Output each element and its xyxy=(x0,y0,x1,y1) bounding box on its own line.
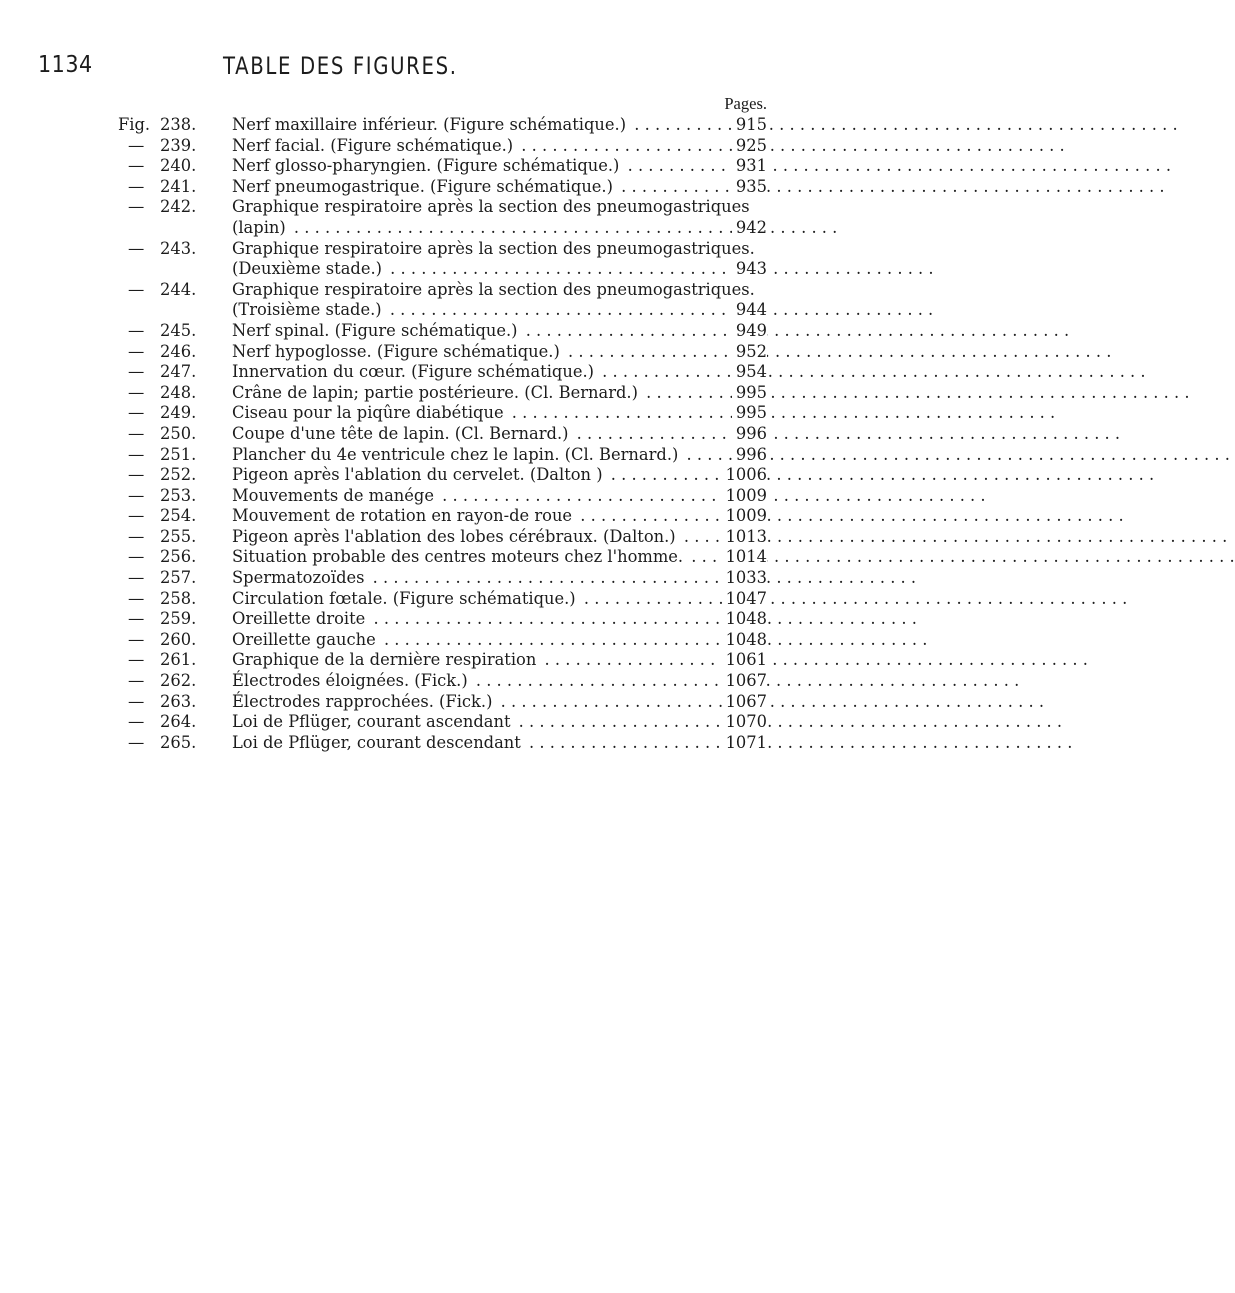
figure-title xyxy=(232,177,701,198)
page-header xyxy=(0,0,801,90)
figure-title-text: Nerf facial. (Figure schématique.) xyxy=(232,136,516,155)
figure-entry xyxy=(0,692,801,713)
figure-title xyxy=(232,692,701,713)
figure-title xyxy=(232,342,701,363)
figure-number: 260. xyxy=(160,629,197,649)
figure-entry xyxy=(0,424,801,445)
page-reference: 1061 xyxy=(722,650,767,671)
page-reference: 949 xyxy=(732,321,767,342)
page-reference: 954 xyxy=(732,362,767,383)
entry-prefix: — xyxy=(128,403,145,423)
figure-title-text: Pigeon après l'ablation des lobes cérébraux. (Dalton.) xyxy=(232,527,679,546)
page-reference: 1067 xyxy=(722,692,767,713)
figure-number: 242. xyxy=(160,197,197,217)
figure-title-text: Mouvements de manége xyxy=(232,486,437,505)
figure-title xyxy=(232,424,701,445)
figure-title-text: Ciseau pour la piqûre diabétique xyxy=(232,403,507,422)
entry-prefix: — xyxy=(128,588,145,608)
page-reference: 1071 xyxy=(722,733,767,754)
figure-number: 258. xyxy=(160,588,197,608)
entry-prefix: — xyxy=(128,362,145,382)
figure-title xyxy=(232,136,701,157)
figure-title-text: Crâne de lapin; partie postérieure. (Cl. Bernard.) xyxy=(232,383,641,402)
figure-number: 244. xyxy=(160,279,197,299)
figure-entry-continuation xyxy=(0,218,801,239)
figure-title-text: (Deuxième stade.) xyxy=(232,259,385,278)
figure-number: 239. xyxy=(160,135,197,155)
figure-title xyxy=(232,197,750,218)
entry-prefix: — xyxy=(128,650,145,670)
entry-prefix: Fig. xyxy=(118,115,151,134)
figure-entry xyxy=(0,486,801,507)
entry-prefix: — xyxy=(128,382,145,402)
figure-title-text: Nerf pneumogastrique. (Figure schématique.) xyxy=(232,177,616,196)
page-reference: 1033 xyxy=(722,568,767,589)
entry-prefix: — xyxy=(128,526,145,546)
page-reference: 995 xyxy=(732,403,767,424)
figure-number: 251. xyxy=(160,444,197,464)
figure-number: 259. xyxy=(160,609,197,629)
figure-title xyxy=(232,279,755,301)
page-reference: 1013 xyxy=(722,527,767,548)
figure-title-text: Oreillette droite xyxy=(232,609,368,628)
figure-title xyxy=(232,362,701,383)
figure-number: 252. xyxy=(160,465,197,485)
entry-prefix: — xyxy=(128,732,145,752)
figure-title-text: Nerf maxillaire inférieur. (Figure schématique.) xyxy=(232,115,629,134)
figure-number: 246. xyxy=(160,341,197,361)
figure-title-text: Graphique de la dernière respiration xyxy=(232,650,539,669)
figure-number: 248. xyxy=(160,382,197,402)
figure-entry xyxy=(0,197,801,218)
entry-prefix: — xyxy=(128,341,145,361)
page-reference: 1048 xyxy=(722,609,767,630)
entry-prefix: — xyxy=(128,135,145,155)
figure-entry xyxy=(0,136,801,157)
page-reference: 1009 xyxy=(722,486,767,507)
figure-title-text: Circulation fœtale. (Figure schématique.) xyxy=(232,589,579,608)
figure-entry xyxy=(0,383,801,404)
entry-prefix: — xyxy=(128,547,145,567)
figure-title xyxy=(232,403,701,424)
page-reference: 1009 xyxy=(722,506,767,527)
figure-number: 261. xyxy=(160,650,197,670)
figure-title-text: Graphique respiratoire après la section des pneumogastriques xyxy=(232,197,753,216)
figure-title xyxy=(232,445,701,466)
figure-title-text: Innervation du cœur. (Figure schématique.) xyxy=(232,362,597,381)
entry-prefix: — xyxy=(128,423,145,443)
entry-prefix: — xyxy=(128,691,145,711)
entry-prefix: — xyxy=(128,197,145,217)
figure-number: 250. xyxy=(160,423,197,443)
figure-entry xyxy=(0,115,801,136)
figure-title-text: Graphique respiratoire après la section des pneumogastriques. xyxy=(232,280,758,299)
figure-number: 257. xyxy=(160,568,197,588)
figure-entry xyxy=(0,239,801,260)
entry-prefix: — xyxy=(128,568,145,588)
entry-prefix: — xyxy=(128,629,145,649)
figure-number: 241. xyxy=(160,176,197,196)
page-reference: 944 xyxy=(732,300,767,321)
page-reference: 942 xyxy=(732,218,767,239)
figure-title-text: Pigeon après l'ablation du cervelet. (Dalton ) xyxy=(232,465,606,484)
figure-entry xyxy=(0,403,801,424)
entry-prefix: — xyxy=(128,671,145,691)
figure-title-text: Coupe d'une tête de lapin. (Cl. Bernard.) xyxy=(232,424,571,443)
figure-number: 247. xyxy=(160,362,197,382)
figure-entry xyxy=(0,671,801,692)
figure-title-text: Spermatozoïdes xyxy=(232,568,367,587)
page-reference: 1048 xyxy=(722,630,767,651)
figure-title-text: Nerf hypoglosse. (Figure schématique.) xyxy=(232,342,563,361)
figure-entry xyxy=(0,362,801,383)
page-reference: 996 xyxy=(732,424,767,445)
page-number: 1134 xyxy=(38,52,93,78)
figure-title xyxy=(232,300,701,321)
entry-prefix: — xyxy=(128,465,145,485)
figure-entry-continuation xyxy=(0,259,801,280)
figure-entry xyxy=(0,609,801,630)
figure-title xyxy=(232,630,701,651)
figure-number: 262. xyxy=(160,671,197,691)
figure-number: 255. xyxy=(160,526,197,546)
figure-number: 265. xyxy=(160,732,197,752)
figure-title xyxy=(232,712,701,733)
figure-title xyxy=(232,527,701,548)
figure-entry xyxy=(0,589,801,610)
figure-entry xyxy=(0,321,801,342)
figure-entry xyxy=(0,342,801,363)
figure-title-text: Plancher du 4e ventricule chez le lapin. (Cl. Bernard.) xyxy=(232,445,681,464)
figure-title xyxy=(232,650,701,671)
figure-number: 256. xyxy=(160,547,197,567)
page-reference: 1070 xyxy=(722,712,767,733)
entry-prefix: — xyxy=(128,238,145,258)
page-reference: 1014 xyxy=(722,547,767,568)
figure-title-text: Loi de Pflüger, courant descendant xyxy=(232,733,524,752)
figure-entry xyxy=(0,156,801,177)
figure-title xyxy=(232,321,701,342)
figure-number: 254. xyxy=(160,506,197,526)
figure-entry xyxy=(0,280,801,301)
figure-title-text: Nerf glosso-pharyngien. (Figure schématique.) xyxy=(232,156,622,175)
page-reference: 931 xyxy=(732,156,767,177)
figure-entry xyxy=(0,506,801,527)
figure-title xyxy=(232,383,701,404)
entry-prefix: — xyxy=(128,444,145,464)
figure-entry xyxy=(0,568,801,589)
page-reference: 996 xyxy=(732,445,767,466)
figure-number: 245. xyxy=(160,320,197,340)
entry-prefix: — xyxy=(128,279,145,299)
figure-title-text: Oreillette gauche xyxy=(232,630,379,649)
figure-list xyxy=(0,115,801,753)
page-reference: 915 xyxy=(732,115,767,136)
page-reference: 952 xyxy=(732,342,767,363)
figure-number: 243. xyxy=(160,238,197,258)
figure-title-text: (lapin) xyxy=(232,218,289,237)
figure-title-text: (Troisième stade.) xyxy=(232,300,385,319)
page-reference: 995 xyxy=(732,383,767,404)
figure-title xyxy=(232,589,701,610)
figure-entry xyxy=(0,733,801,754)
figure-title xyxy=(232,218,701,239)
figure-entry xyxy=(0,630,801,651)
figure-number: 240. xyxy=(160,156,197,176)
figure-title xyxy=(232,259,701,280)
figure-entry xyxy=(0,445,801,466)
running-title: TABLE DES FIGURES. xyxy=(223,52,458,80)
page-reference: 1047 xyxy=(722,589,767,610)
figure-number: 253. xyxy=(160,485,197,505)
figure-title-text: Nerf spinal. (Figure schématique.) xyxy=(232,321,521,340)
entry-prefix: — xyxy=(128,320,145,340)
figure-number: 249. xyxy=(160,403,197,423)
entry-prefix: — xyxy=(128,485,145,505)
figure-title-text: Électrodes éloignées. (Fick.) xyxy=(232,671,471,690)
figure-title xyxy=(232,506,701,527)
figure-entry-continuation xyxy=(0,300,801,321)
figure-title xyxy=(232,568,701,589)
figure-title xyxy=(232,547,701,568)
figure-title xyxy=(232,465,701,486)
pages-column-heading: Pages. xyxy=(724,94,767,113)
figure-title xyxy=(232,486,701,507)
figure-title-text: Mouvement de rotation en rayon-de roue xyxy=(232,506,575,525)
figure-title-text: Loi de Pflüger, courant ascendant xyxy=(232,712,514,731)
entry-prefix: — xyxy=(128,712,145,732)
figure-title xyxy=(232,156,701,177)
figure-title-text: Électrodes rapprochées. (Fick.) xyxy=(232,692,495,711)
entry-prefix: — xyxy=(128,506,145,526)
entry-prefix: — xyxy=(128,156,145,176)
figure-title xyxy=(232,609,701,630)
page-reference: 943 xyxy=(732,259,767,280)
figure-entry xyxy=(0,465,801,486)
page-reference: 1006 xyxy=(722,465,767,486)
figure-number: 263. xyxy=(160,691,197,711)
page-reference: 925 xyxy=(732,136,767,157)
figure-entry xyxy=(0,712,801,733)
entry-prefix: — xyxy=(128,176,145,196)
page-reference: 935 xyxy=(732,177,767,198)
figure-title xyxy=(232,671,701,692)
entry-prefix: — xyxy=(128,609,145,629)
figure-title-text: Situation probable des centres moteurs chez l'homme. xyxy=(232,547,686,566)
figure-title xyxy=(232,733,701,754)
figure-entry xyxy=(0,527,801,548)
figure-entry xyxy=(0,177,801,198)
figure-number: 238. xyxy=(160,115,197,134)
figure-title xyxy=(232,115,701,136)
figure-entry xyxy=(0,650,801,671)
page-reference: 1067 xyxy=(722,671,767,692)
figure-title-text: Graphique respiratoire après la section des pneumogastriques. xyxy=(232,239,758,258)
figure-number: 264. xyxy=(160,712,197,732)
figure-entry xyxy=(0,547,801,568)
figure-title xyxy=(232,238,755,260)
